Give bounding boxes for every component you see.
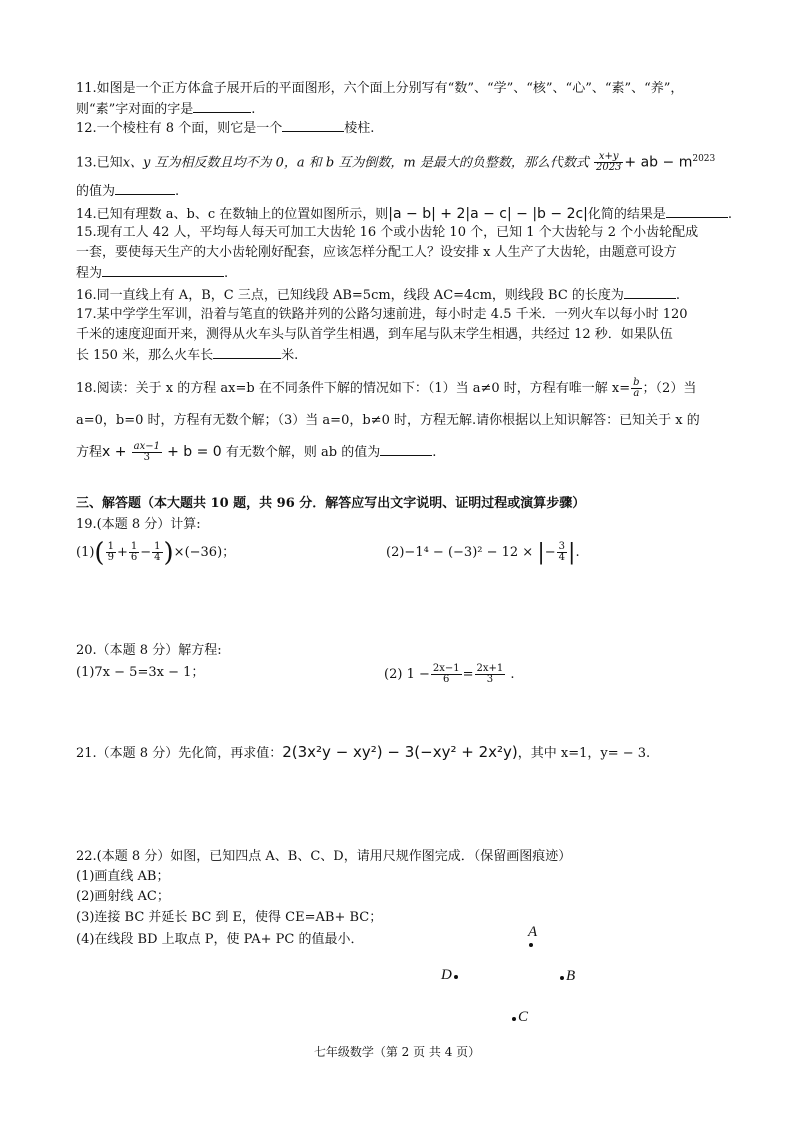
q11-blank (193, 100, 251, 113)
q18-frac-num: b (633, 377, 640, 388)
q15-blank (102, 264, 224, 277)
q17-line3 (76, 346, 298, 365)
q18-eq-frac-den: 3 (143, 452, 150, 463)
q20-p2-label: (2) (384, 667, 403, 682)
q20-p2-end: . (510, 667, 515, 682)
q17-l3-suffix: 米. (281, 348, 299, 363)
q19-frac3-num: 1 (154, 541, 161, 552)
q19-frac2 (129, 542, 139, 563)
q15-l3-suffix: . (224, 266, 229, 281)
q15-line3 (76, 264, 228, 283)
point-b-label: B (566, 968, 576, 984)
q19-p1-tail: ×(−36)； (173, 545, 236, 560)
q22-step4: (4)在线段 BD 上取点 P，使 PA+ PC 的值最小． (76, 932, 364, 947)
q14-blank (666, 205, 728, 218)
q20-frac1-num: 2x−1 (432, 663, 460, 674)
q16-suffix: . (675, 288, 681, 303)
q22-step2: (2)画射线 AC； (76, 889, 170, 904)
q18-fraction (631, 378, 641, 399)
point-a-dot (529, 943, 533, 947)
q19-abs-right: | (568, 539, 576, 565)
point-a-label: A (528, 924, 538, 940)
q16-line (76, 286, 680, 305)
q18-line1 (76, 378, 696, 399)
point-d-label: D (441, 967, 452, 983)
q19-p1-label: (1) (76, 545, 95, 560)
q20-head: 20.（本题 8 分）解方程: (76, 643, 222, 658)
q18-eq-frac-num: ax−1 (133, 441, 160, 452)
point-c-dot (512, 1017, 516, 1021)
q11-prefix: 则“素”字对面的字是 (76, 102, 194, 117)
q14-end: . (727, 207, 733, 222)
q13-frac-num: x+y (594, 152, 623, 163)
q13-line1 (76, 150, 715, 173)
q20-frac2-num: 2x+1 (476, 663, 504, 674)
q19-p2-label: (2) (386, 545, 405, 560)
q12-prefix: 12.一个棱柱有 8 个面，则它是一个 (76, 121, 283, 136)
q19-p2-expr: −1⁴ − (−3)² − 12 × (404, 545, 534, 560)
q20-frac2 (475, 664, 506, 685)
q13-fraction (594, 152, 623, 173)
q20-part1: (1)7x − 5=3x − 1； (76, 665, 205, 680)
q15-l3-prefix: 程为 (76, 266, 103, 281)
q13-mid: x、y 互为相反数且均不为 0，a 和 b 互为倒数，m 是最大的负整数，那么代数式 (122, 155, 589, 171)
q16-prefix: 16.同一直线上有 A，B，C 三点，已知线段 AB=5cm，线段 AC=4cm，则线段 BC 的长度为 (76, 288, 624, 303)
q21-line (76, 743, 650, 763)
q18-l3-mid: 有无数个解，则 ab 的值为 (225, 445, 381, 460)
q13-blank (115, 182, 175, 195)
q18-eq-fraction (132, 442, 162, 463)
q18-eq-b: + b = 0 (167, 444, 222, 460)
q14-suffix: 化简的结果是 (587, 207, 666, 222)
q19-frac1-den: 9 (107, 552, 114, 563)
q13-expr-tail: + ab − m (624, 154, 693, 171)
q14-line (76, 205, 732, 224)
q13-prefix: 13.已知 (76, 155, 123, 171)
q18-eq-a: x + (102, 444, 127, 460)
q19-part1: (1)( $\frac{1}{9}$ + $\frac{1}{6}$ − $\frac{1}{4}$ )×(−36)； (76, 537, 236, 568)
q19-lparen: ( (94, 537, 105, 568)
q21-suffix: ，其中 x=1，y= − 3. (517, 746, 651, 761)
q20-eq: = (462, 667, 474, 682)
q19-abs-left: | (537, 539, 545, 565)
q14-expr: |a − b| + 2|a − c| − |b − 2c| (388, 206, 588, 222)
q19-frac1 (106, 542, 116, 563)
q18-l1-prefix: 18.阅读：关于 x 的方程 ax=b 在不同条件下解的情况如下：（1）当 a≠0 时，方程有唯一解 x= (76, 381, 631, 396)
q19-p2-frac-den: 4 (558, 552, 566, 563)
q19-frac2-num: 1 (130, 541, 138, 552)
point-b-dot (560, 976, 564, 980)
q12-line (76, 119, 374, 138)
q18-l1-suffix: ；（2）当 (642, 381, 697, 396)
page-footer: 七年级数学（第 2 页 共 4 页） (313, 1045, 481, 1059)
q20-frac1 (431, 664, 462, 685)
point-d-dot (454, 975, 458, 979)
q22-step1: (1)画直线 AB； (76, 869, 170, 884)
q22-step3: (3)连接 BC 并延长 BC 到 E，使得 CE=AB+ BC； (76, 910, 383, 925)
q19-rparen: ) (163, 537, 174, 568)
q19-p2-end: . (575, 545, 580, 560)
q20-part2 (384, 664, 515, 685)
q19-part2: (2)−1⁴ − (−3)² − 12 × |− $\frac{3}{4}$ |. (386, 539, 580, 565)
q18-l3-prefix: 方程 (76, 445, 103, 460)
q11-line2 (76, 100, 255, 119)
q19-frac3-den: 4 (154, 552, 161, 563)
q13-frac-den: 2023 (595, 162, 622, 174)
q20-frac2-den: 3 (486, 674, 494, 685)
q17-l3-prefix: 长 150 米，那么火车长 (76, 348, 214, 363)
q13-exp: 2023 (692, 154, 716, 164)
q20-frac1-den: 6 (443, 674, 450, 685)
q13-l2-prefix: 的值为 (76, 184, 116, 199)
q13-l2-suffix: . (175, 184, 180, 199)
q18-frac-den: a (633, 388, 640, 399)
q11-line1: 11.如图是一个正方体盒子展开后的平面图形，六个面上分别写有“数”、“学”、“核”、“心”、“素”、“养”， (76, 81, 684, 96)
q16-blank (624, 286, 676, 299)
q19-head: 19.(本题 8 分）计算: (76, 517, 201, 532)
q17-line1: 17.某中学学生军训，沿着与笔直的铁路并列的公路匀速前进，每小时走 4.5 千米．一列火车以每小时 120 (76, 307, 688, 322)
q19-frac1-num: 1 (107, 541, 114, 552)
q14-prefix: 14.已知有理数 a、b、c 在数轴上的位置如图所示，则 (76, 207, 389, 222)
q19-p2-frac-num: 3 (558, 541, 566, 552)
point-c-label: C (518, 1009, 529, 1025)
q19-frac3 (152, 542, 162, 563)
q18-line2: a=0，b=0 时，方程有无数个解；（3）当 a=0，b≠0 时，方程无解.请你根据以上知识解答：已知关于 x 的 (76, 413, 700, 428)
q18-line3 (76, 442, 436, 463)
q20-p2-pre: 1 − (406, 667, 430, 682)
section3-title: 三、解答题（本大题共 10 题，共 96 分．解答应写出文字说明、证明过程或演算步骤） (76, 496, 586, 511)
q19-frac2-den: 6 (130, 552, 138, 563)
q19-p2-frac (557, 542, 567, 563)
q18-l3-suffix: . (432, 445, 437, 460)
q17-blank (213, 346, 281, 359)
q15-line2: 一套，要使每天生产的大小齿轮刚好配套，应该怎样分配工人？设安排 x 人生产了大齿轮，由题意可设方 (76, 245, 677, 260)
q21-expr: 2(3x²y − xy²) − 3(−xy² + 2x²y) (282, 743, 518, 761)
q12-suffix: 棱柱. (344, 121, 375, 136)
q18-blank (380, 443, 432, 456)
q21-prefix: 21.（本题 8 分）先化简，再求值： (76, 746, 283, 761)
q15-line1: 15.现有工人 42 人，平均每人每天可加工大齿轮 16 个或小齿轮 10 个，已知 1 个大齿轮与 2 个小齿轮配成 (76, 225, 699, 240)
q11-suffix: . (251, 102, 256, 117)
q22-head: 22.(本题 8 分）如图，已知四点 A、B、C、D，请用尺规作图完成．（保留画图痕迹） (76, 849, 572, 864)
q13-line2 (76, 182, 179, 201)
q12-blank (282, 119, 344, 132)
q17-line2: 千米的速度迎面开来，测得从火车头与队首学生相遇，到车尾与队末学生相遇，共经过 12 秒．如果队伍 (76, 327, 673, 342)
